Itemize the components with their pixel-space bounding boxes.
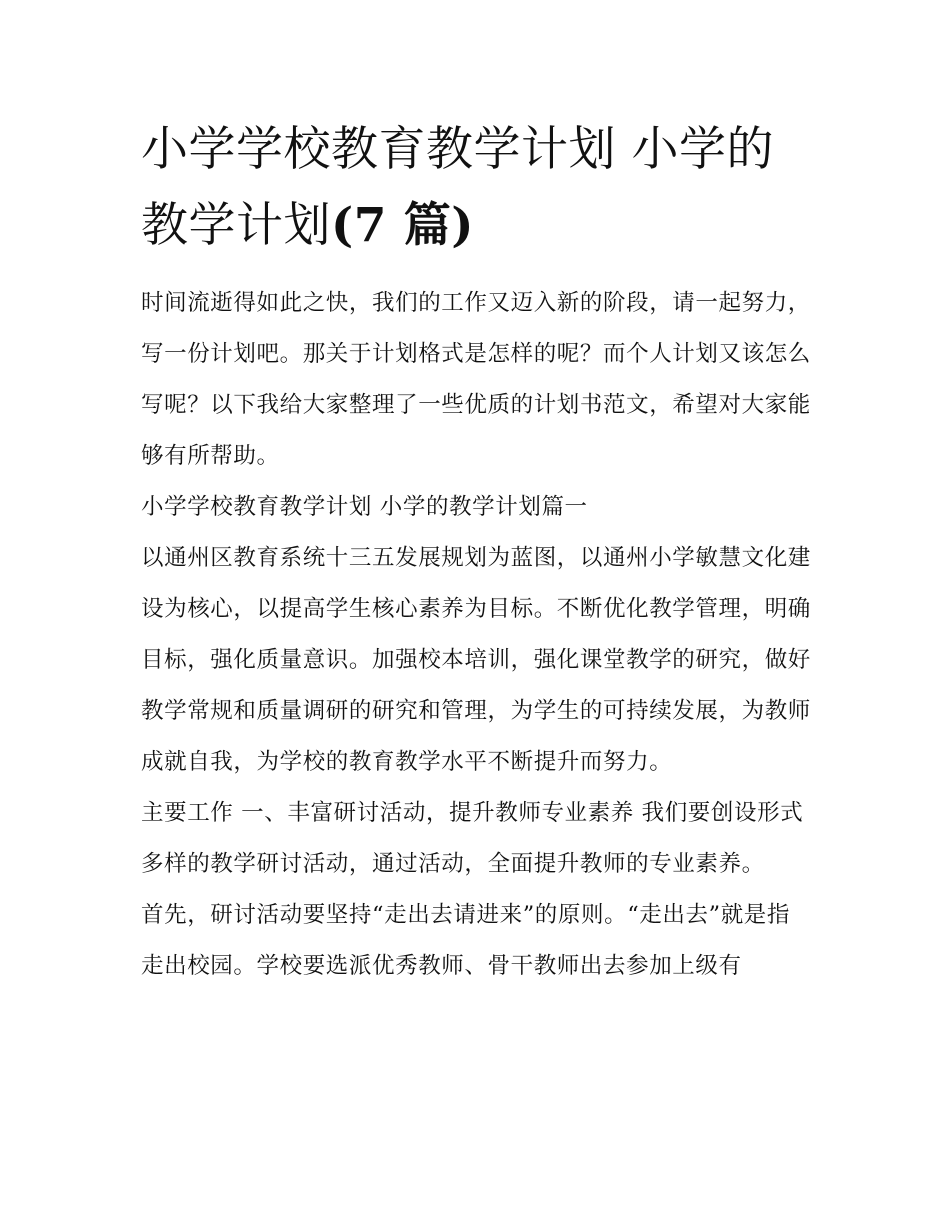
title-main-text: 小学学校教育教学计划 小学的教学计划 [141, 122, 774, 253]
intro-paragraph: 时间流逝得如此之快，我们的工作又迈入新的阶段，请一起努力，写一份计划吧。那关于计划格式是怎样的呢？而个人计划又该怎么写呢？以下我给大家整理了一些优质的计划书范文，希望对大家能够有所帮助。 [141, 290, 811, 469]
document-content [141, 112, 813, 992]
body-paragraph: 主要工作 一、丰富研讨活动，提升教师专业素养 我们要创设形式多样的教学研讨活动，通过活动，全面提升教师的专业素养。 [141, 800, 804, 877]
title-parenthetical: (7 篇) [331, 198, 475, 253]
document-title [141, 112, 813, 264]
body-paragraph: 以通州区教育系统十三五发展规划为蓝图，以通州小学敏慧文化建设为核心，以提高学生核心素养为目标。不断优化教学管理，明确目标，强化质量意识。加强校本培训，强化课堂教学的研究，做好教学常规和质量调研的研究和管理，为学生的可持续发展，为教师成就自我，为学校的教育教学水平不断提升而努力。 [141, 545, 811, 775]
body-paragraph: 首先，研讨活动要坚持“走出去请进来”的原则。“走出去”就是指走出校园。学校要选派优秀教师、骨干教师出去参加上级有 [141, 902, 791, 979]
section-heading: 小学学校教育教学计划 小学的教学计划篇一 [141, 494, 588, 520]
